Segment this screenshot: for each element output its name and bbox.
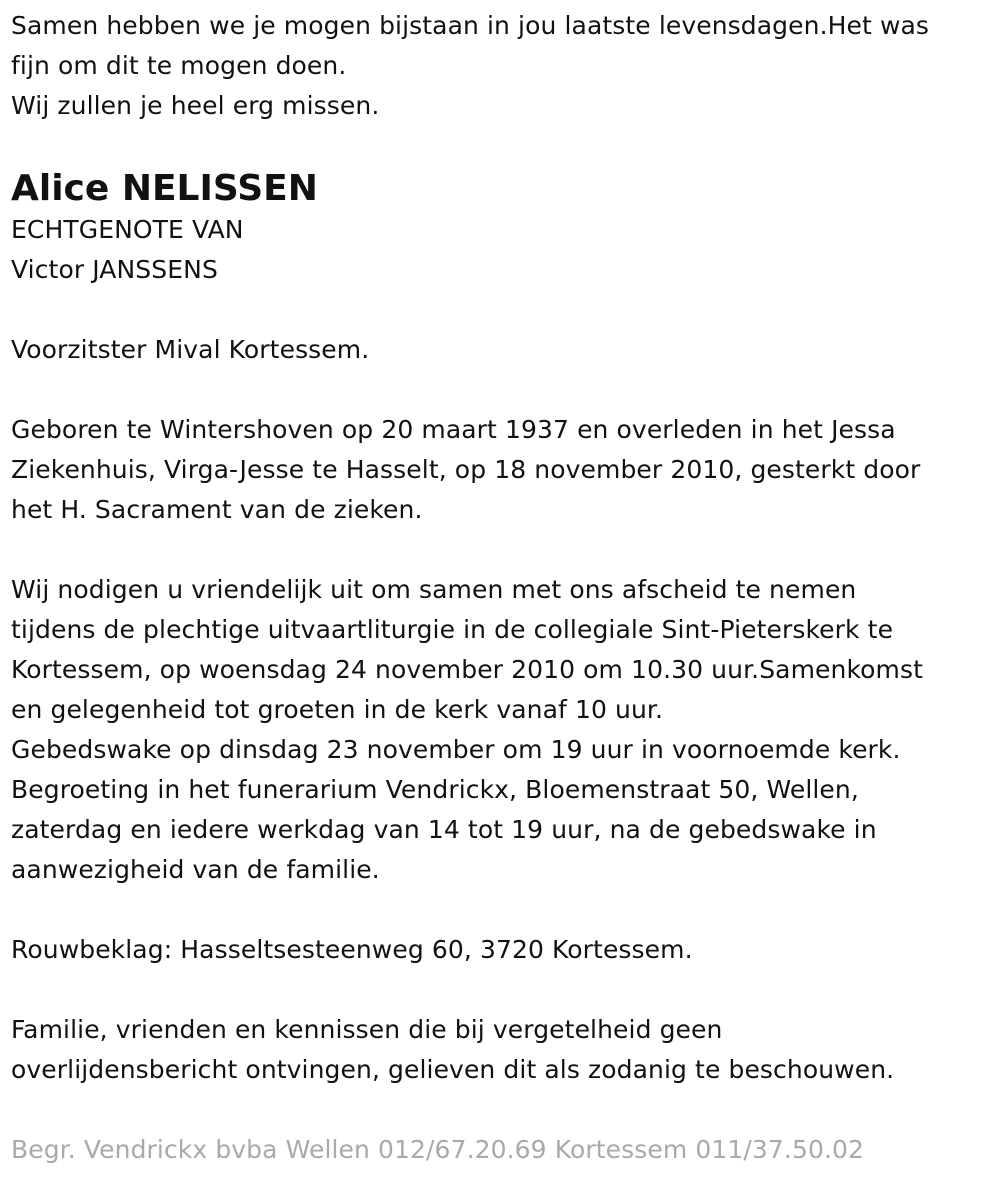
funeral-line-6: Begroeting in het funerarium Vendrickx, Bloemenstraat 50, Wellen, (11, 775, 859, 804)
funeral-line-2: tijdens de plechtige uitvaartliturgie in de collegiale Sint-Pieterskerk te (11, 615, 894, 644)
spacer (11, 1090, 990, 1130)
spacer (11, 290, 990, 330)
notice-line-1: Familie, vrienden en kennissen die bij vergetelheid geen (11, 1015, 723, 1044)
funeral-line-4: en gelegenheid tot groeten in de kerk vanaf 10 uur. (11, 695, 664, 724)
birth-death-paragraph (11, 410, 990, 530)
spacer (11, 530, 990, 570)
funeral-line-1: Wij nodigen u vriendelijk uit om samen met ons afscheid te nemen (11, 575, 857, 604)
notice-paragraph (11, 1010, 990, 1090)
birth-death-line-2: Ziekenhuis, Virga-Jesse te Hasselt, op 18 november 2010, gesterkt door (11, 455, 921, 484)
deceased-block (11, 166, 990, 290)
undertaker-footer: Begr. Vendrickx bvba Wellen 012/67.20.69 Kortessem 011/37.50.02 (11, 1135, 865, 1164)
intro-paragraph (11, 6, 990, 126)
intro-line-1: Samen hebben we je mogen bijstaan in jou laatste levensdagen.Het was (11, 11, 930, 40)
spouse-name: Victor JANSSENS (11, 255, 218, 284)
deceased-name: Alice NELISSEN (11, 168, 318, 209)
condolence-address: Rouwbeklag: Hasseltsesteenweg 60, 3720 Kortessem. (11, 935, 693, 964)
funeral-line-3: Kortessem, op woensdag 24 november 2010 om 10.30 uur.Samenkomst (11, 655, 924, 684)
funeral-line-7: zaterdag en iedere werkdag van 14 tot 19 uur, na de gebedswake in (11, 815, 877, 844)
spacer (11, 890, 990, 930)
role-text: Voorzitster Mival Kortessem. (11, 335, 370, 364)
birth-death-line-3: het H. Sacrament van de zieken. (11, 495, 423, 524)
funeral-line-8: aanwezigheid van de familie. (11, 855, 380, 884)
spacer (11, 370, 990, 410)
spacer (11, 970, 990, 1010)
funeral-paragraph (11, 570, 990, 890)
relation-label: ECHTGENOTE VAN (11, 215, 244, 244)
intro-line-3: Wij zullen je heel erg missen. (11, 91, 380, 120)
notice-line-2: overlijdensbericht ontvingen, gelieven dit als zodanig te beschouwen. (11, 1055, 895, 1084)
spacer (11, 126, 990, 166)
birth-death-line-1: Geboren te Wintershoven op 20 maart 1937 en overleden in het Jessa (11, 415, 896, 444)
funeral-line-5: Gebedswake op dinsdag 23 november om 19 uur in voornoemde kerk. (11, 735, 901, 764)
intro-line-2: fijn om dit te mogen doen. (11, 51, 347, 80)
